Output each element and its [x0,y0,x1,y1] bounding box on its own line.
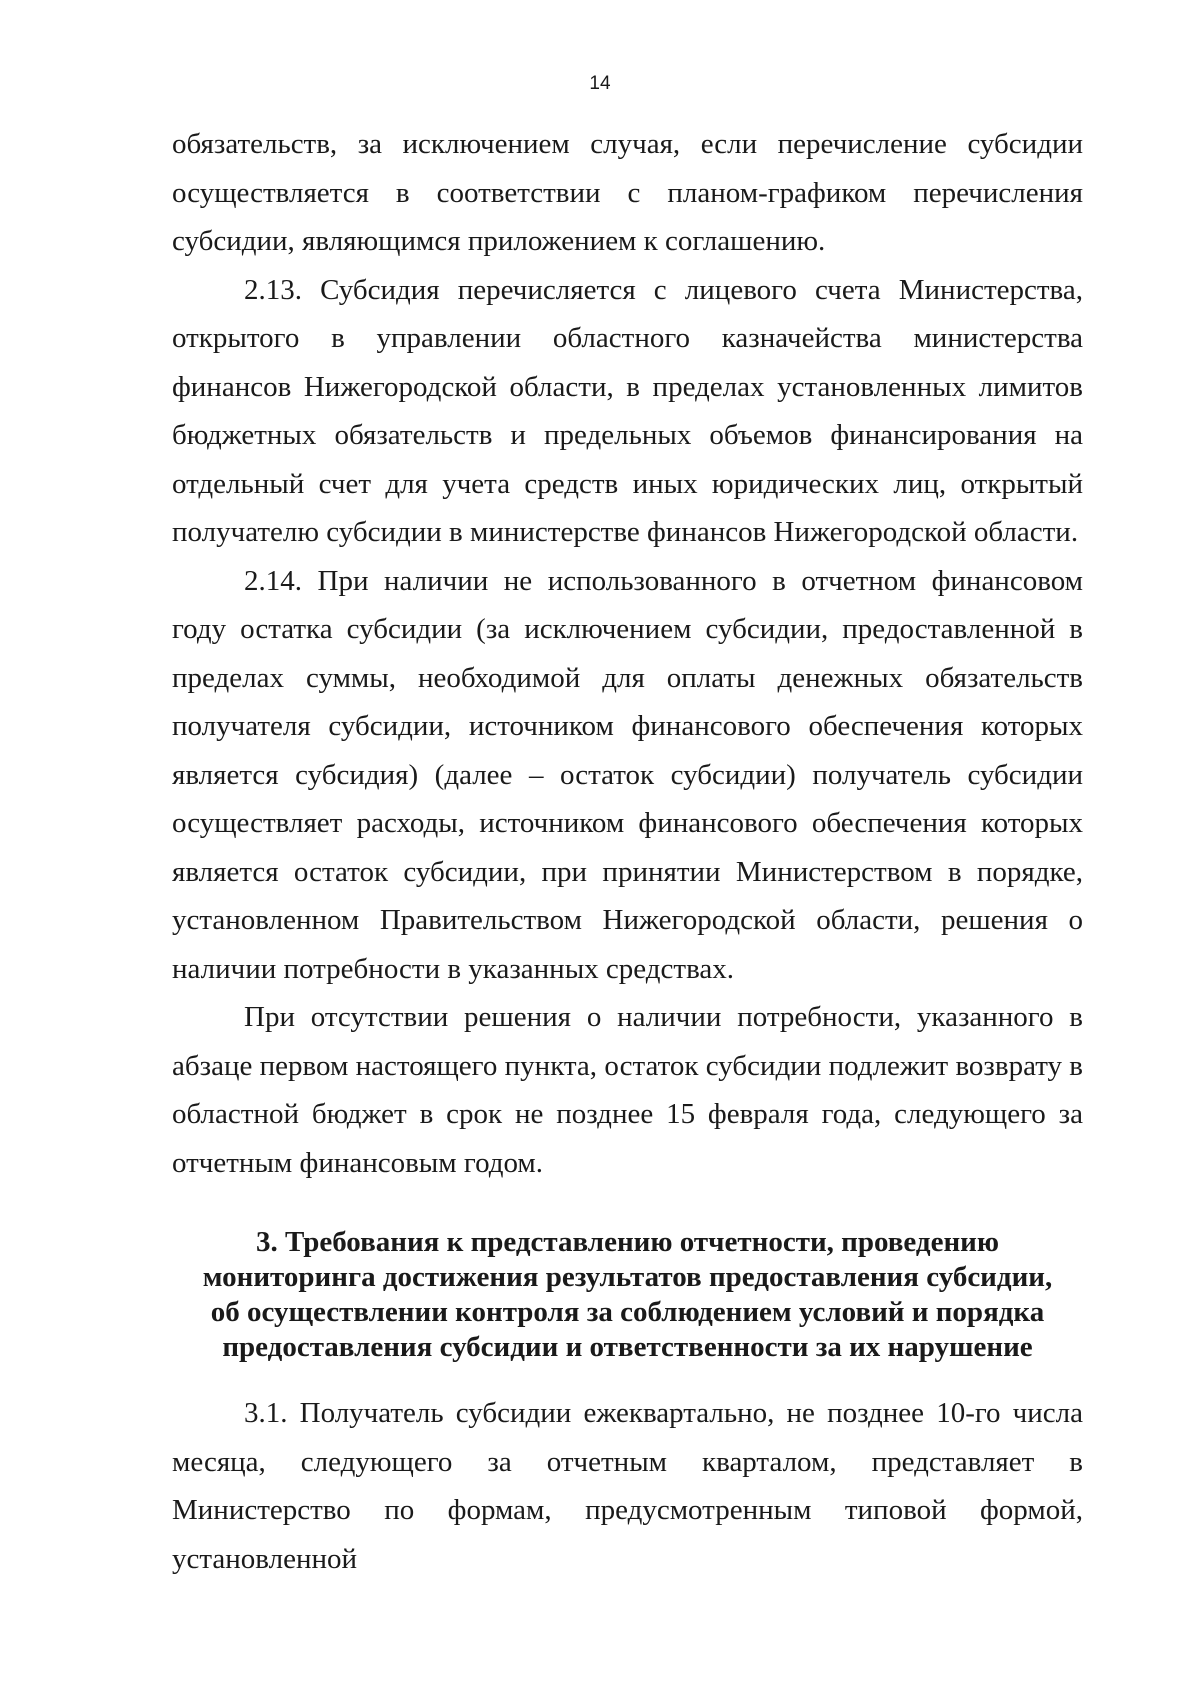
page-number: 14 [589,73,611,94]
section-heading-line: об осуществлении контроля за соблюдением условий и порядка [210,1296,1045,1328]
paragraph-continuation: обязательств, за исключением случая, если перечисление субсидии осуществляется в соответствии с планом-графиком перечисления субсидии, являющимся приложением к соглашению. [172,128,1083,257]
section-heading-line: 3. Требования к представлению отчетности, проведению [255,1226,1000,1258]
paragraph-3-1: 3.1. Получатель субсидии ежеквартально, не позднее 10-го числа месяца, следующего за отчетным кварталом, представляет в Министерство по формам, предусмотренным типовой формой, установленной [172,1397,1083,1575]
paragraph-absence-of-decision: При отсутствии решения о наличии потребности, указанного в абзаце первом настоящего пункта, остаток субсидии подлежит возврату в областной бюджет в срок не позднее 15 февраля года, следующего за отчетным финансовым годом. [172,1001,1083,1179]
paragraph-2-13: 2.13. Субсидия перечисляется с лицевого счета Министерства, открытого в управлении областного казначейства министерства финансов Нижегородской области, в пределах установленных лимитов бюджетных обязательств и предельных объемов финансирования на отдельный счет для учета средств иных юридических лиц, открытый получателю субсидии в министерстве финансов Нижегородской области. [172,273,1083,548]
paragraph-2-14: 2.14. При наличии не использованного в отчетном финансовом году остатка субсидии (за исключением субсидии, предоставленной в пределах суммы, необходимой для оплаты денежных обязательств получателя субсидии, источником финансового обеспечения которых является субсидия) (далее – остаток субсидии) получатель субсидии осуществляет расходы, источником финансового обеспечения которых является остаток субсидии, при принятии Министерством в порядке, установленном Правительством Нижегородской области, решения о наличии потребности в указанных средствах. [172,564,1083,985]
section-heading [172,1187,1083,1389]
section-heading-line: предоставления субсидии и ответственности за их нарушение [222,1331,1033,1363]
section-heading-line: мониторинга достижения результатов предоставления субсидии, [202,1261,1053,1293]
document-body [172,120,1083,1583]
